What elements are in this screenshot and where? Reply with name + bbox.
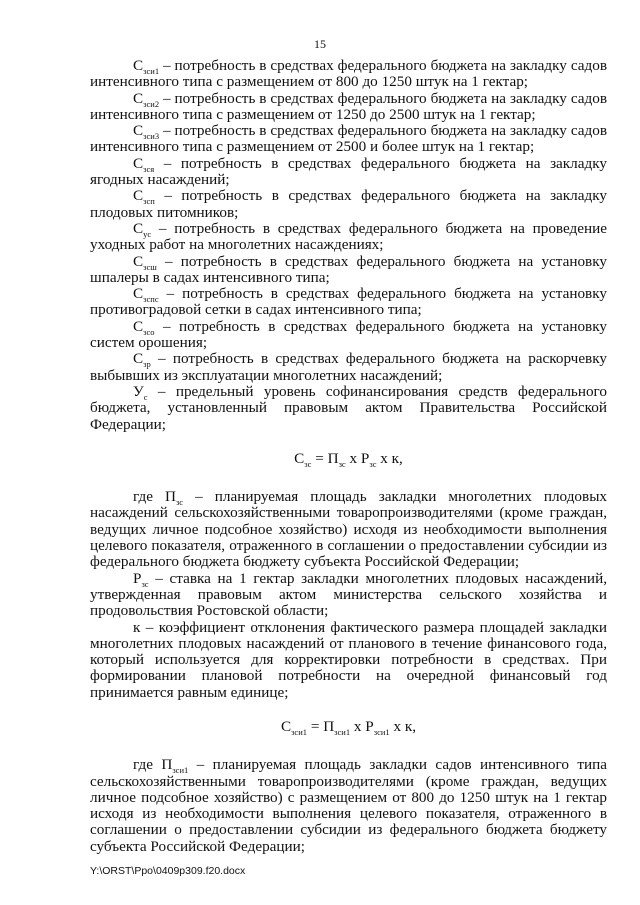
definition-c-zsps: $С_{зспс}$ – потребность в средствах федерального бюджета на установку противоградовой сетки в садах интенсивного типа;	[90, 285, 607, 319]
definition-c-zssh: $С_{зсш}$ – потребность в средствах федерального бюджета на установку шпалеры в садах интенсивного типа;	[90, 252, 607, 286]
formula-c-zsi1: $С_{зси1} = П_{зси1}$ х $Р_{зси1}$ х к,	[280, 717, 417, 738]
definition-k: к – коэффициент отклонения фактического размера площадей закладки многолетних плодовых насаждений от планового в течение финансового года, который используется для корректировки потребности в средствах. При формировании плановой потребности на очередной финансовый год принимается равным единице;	[90, 618, 607, 701]
document-body	[90, 58, 607, 855]
definition-p-zs: где $П_{зс}$ – планируемая площадь закладки многолетних плодовых насаждений сельскохозяйственными товаропроизводителями (кроме граждан, ведущих личное подсобное хозяйство) исходя из необходимости выполнения целевого показателя, отраженного в соглашении о предоставлении субсидии из федерального бюджета бюджету субъекта Российской Федерации;	[90, 488, 607, 571]
definition-p-zsi1: где $П_{зси1}$ – планируемая площадь закладки садов интенсивного типа сельскохозяйственными товаропроизводителями (кроме граждан, ведущих личное подсобное хозяйство) с размещением от 800 до 1250 штук на 1 гектар исходя из необходимости выполнения целевого показателя, отраженного в соглашении о предоставлении субсидии из федерального бюджета бюджету субъекта Российской Федерации;	[90, 756, 607, 855]
definition-c-zr: $С_{зр}$ – потребность в средствах федерального бюджета на раскорчевку выбывших из эксплуатации многолетних насаждений;	[90, 350, 607, 384]
definition-r-zs: $Р_{зс}$ – ставка на 1 гектар закладки многолетних плодовых насаждений, утвержденная правовым актом министерства сельского хозяйства и продовольствия Ростовской области;	[90, 569, 607, 620]
file-path-footer: Y:\ORST\Ppo\0409p309.f20.docx	[90, 865, 246, 877]
definition-c-zsi1: $С_{зси1}$ – потребность в средствах федерального бюджета на закладку садов интенсивного типа с размещением от 800 до 1250 штук на 1 гектар;	[90, 57, 607, 91]
definition-u-s: $У_с$ – предельный уровень софинансирования средств федерального бюджета, установленный правовым актом Правительства Российской Федерации;	[90, 382, 607, 433]
definition-c-zsi3: $С_{зси3}$ – потребность в средствах федерального бюджета на закладку садов интенсивного типа с размещением от 2500 и более штук на 1 гектар;	[90, 122, 607, 156]
definitions-list	[90, 58, 607, 433]
definition-c-zsya: $С_{зся}$ – потребность в средствах федерального бюджета на закладку ягодных насаждений;	[90, 154, 607, 189]
definition-c-zsp: $С_{зсп}$ – потребность в средствах федерального бюджета на закладку плодовых питомников;	[90, 187, 607, 221]
formula-c-zsi1-definitions	[90, 757, 607, 855]
formula-c-zs-definitions	[90, 489, 607, 701]
formula-c-zs: $С_{зс} = П_{зс}$ х $Р_{зс}$ х к,	[294, 449, 403, 469]
definition-c-us: $С_{ус}$ – потребность в средствах федерального бюджета на проведение уходных работ на многолетних насаждениях;	[90, 219, 607, 254]
definition-c-zso: $С_{зсо}$ – потребность в средствах федерального бюджета на установку систем орошения;	[90, 317, 607, 352]
page-number: 15	[314, 37, 326, 51]
definition-c-zsi2: $С_{зси2}$ – потребность в средствах федерального бюджета на закладку садов интенсивного типа с размещением от 1250 до 2500 штук на 1 гектар;	[90, 89, 607, 123]
